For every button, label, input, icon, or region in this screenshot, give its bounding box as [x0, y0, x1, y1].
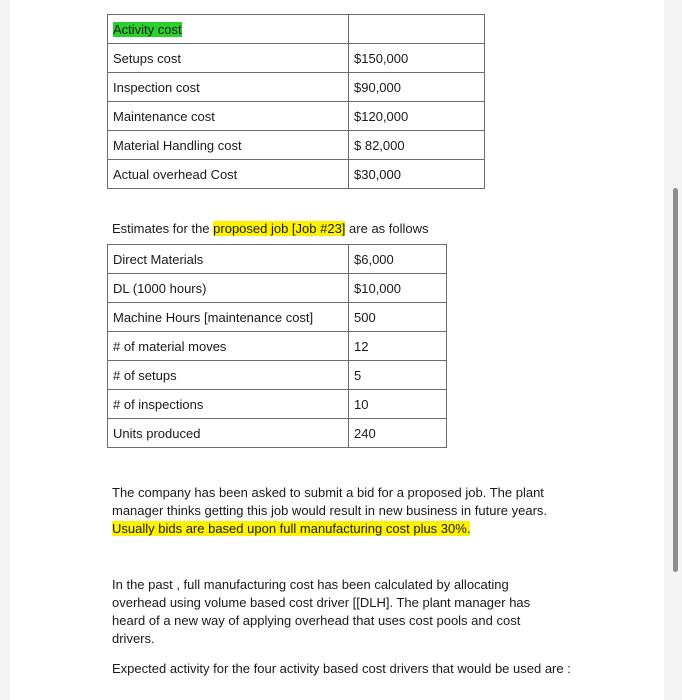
row-value: $150,000 — [349, 44, 485, 73]
table-row — [108, 73, 485, 102]
past-paragraph: In the past , full manufacturing cost has been calculated by allocating overhead using volume based cost driver [[DLH]. The plant manager has heard of a new way of applying overhead that uses cost pools and cost drivers. — [112, 577, 531, 646]
row-value: 12 — [349, 332, 447, 361]
estimates-intro-prefix: Estimates for the — [112, 221, 214, 236]
row-value: 500 — [349, 303, 447, 332]
row-label: # of inspections — [108, 390, 349, 419]
table-row — [108, 160, 485, 189]
scrollbar[interactable] — [673, 188, 678, 572]
activity-cost-table — [107, 14, 485, 189]
row-label: Inspection cost — [108, 73, 349, 102]
table-row — [108, 419, 447, 448]
row-value: $30,000 — [349, 160, 485, 189]
expected-paragraph: Expected activity for the four activity based cost drivers that would be used are : — [112, 661, 571, 676]
row-label: Maintenance cost — [108, 102, 349, 131]
row-label: Setups cost — [108, 44, 349, 73]
row-label: Actual overhead Cost — [108, 160, 349, 189]
table-row — [108, 332, 447, 361]
table-header-row — [108, 15, 485, 44]
row-label: Machine Hours [maintenance cost] — [108, 303, 349, 332]
bid-paragraph — [112, 484, 572, 538]
table-row — [108, 131, 485, 160]
estimates-intro-suffix: are as follows — [345, 221, 429, 236]
row-value: $120,000 — [349, 102, 485, 131]
table-row — [108, 102, 485, 131]
row-label: Direct Materials — [108, 245, 349, 274]
document-page — [10, 0, 664, 700]
row-value: 5 — [349, 361, 447, 390]
row-label: Material Handling cost — [108, 131, 349, 160]
estimates-intro — [112, 220, 429, 238]
row-value: $10,000 — [349, 274, 447, 303]
table-cell — [349, 15, 485, 44]
row-label: # of material moves — [108, 332, 349, 361]
table-row — [108, 361, 447, 390]
table-row — [108, 245, 447, 274]
bid-highlight: Usually bids are based upon full manufacturing cost plus 30%. — [112, 521, 471, 536]
row-value: $90,000 — [349, 73, 485, 102]
table-row — [108, 390, 447, 419]
table-row — [108, 274, 447, 303]
table-row — [108, 303, 447, 332]
bid-text: The company has been asked to submit a bid for a proposed job. The plant manager thinks getting this job would result in new business in future years. — [112, 485, 548, 518]
row-value: 240 — [349, 419, 447, 448]
table-header-cell — [108, 15, 349, 44]
activity-cost-header: Activity cost — [113, 21, 182, 37]
estimates-intro-highlight: proposed job [Job #23] — [213, 221, 346, 236]
row-label: # of setups — [108, 361, 349, 390]
row-value: 10 — [349, 390, 447, 419]
estimates-table — [107, 244, 447, 448]
row-value: $ 82,000 — [349, 131, 485, 160]
row-value: $6,000 — [349, 245, 447, 274]
table-row — [108, 44, 485, 73]
row-label: Units produced — [108, 419, 349, 448]
row-label: DL (1000 hours) — [108, 274, 349, 303]
